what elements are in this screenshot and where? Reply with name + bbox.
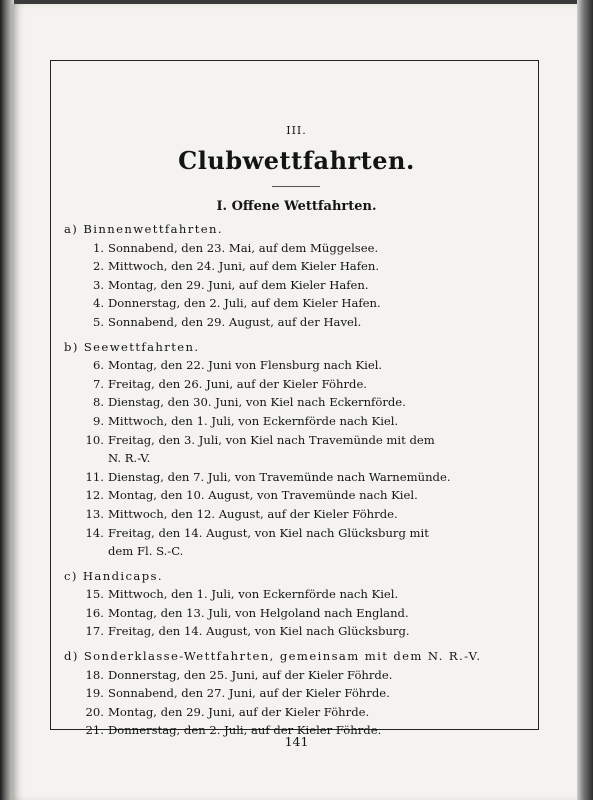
race-description: Montag, den 13. Juli, von Helgoland nach England. — [108, 605, 409, 620]
race-description: Freitag, den 14. August, von Kiel nach Glücksburg mit — [108, 525, 429, 540]
race-entry — [64, 431, 484, 450]
race-entry — [64, 375, 484, 394]
section-subtitle: I. Offene Wettfahrten. — [216, 199, 377, 214]
race-description: Donnerstag, den 2. Juli, auf dem Kieler Hafen. — [108, 296, 381, 311]
race-entry — [64, 585, 484, 604]
race-entry — [64, 393, 484, 412]
race-entry — [64, 505, 484, 524]
race-number: 1. — [92, 240, 104, 255]
race-description: Donnerstag, den 25. Juni, auf der Kieler Föhrde. — [108, 667, 393, 682]
race-number: 17. — [85, 624, 104, 639]
category-heading: d) Sonderklasse-Wettfahrten, gemeinsam mit dem N. R.-V. — [64, 649, 482, 664]
race-description-continuation: dem Fl. S.-C. — [108, 544, 184, 559]
title-divider — [272, 186, 320, 187]
page-title: Clubwettfahrten. — [178, 146, 415, 175]
race-entry — [64, 468, 484, 487]
race-number: 21. — [85, 723, 104, 738]
race-entry — [64, 356, 484, 375]
race-description: Dienstag, den 30. Juni, von Kiel nach Eckernförde. — [108, 395, 406, 410]
category-heading: a) Binnenwettfahrten. — [64, 222, 223, 236]
race-description: Montag, den 10. August, von Travemünde nach Kiel. — [108, 488, 418, 503]
race-number: 13. — [85, 506, 104, 521]
race-entry — [64, 622, 484, 641]
section-number: III. — [286, 124, 307, 137]
race-description: Donnerstag, den 2. Juli, auf der Kieler Föhrde. — [108, 723, 382, 738]
race-number: 14. — [85, 525, 104, 540]
race-description: Sonnabend, den 27. Juni, auf der Kieler Föhrde. — [108, 686, 390, 701]
category-heading: c) Handicaps. — [64, 568, 163, 583]
race-description: Sonnabend, den 23. Mai, auf dem Müggelsee. — [108, 240, 379, 255]
race-number: 12. — [85, 488, 104, 503]
race-entry — [64, 313, 484, 332]
race-number: 18. — [85, 667, 104, 682]
race-entry — [64, 486, 484, 505]
race-number: 4. — [92, 296, 104, 311]
race-description: Mittwoch, den 1. Juli, von Eckernförde nach Kiel. — [108, 587, 399, 602]
page-number: 141 — [284, 734, 309, 749]
race-number: 16. — [85, 605, 104, 620]
race-number: 15. — [85, 587, 104, 602]
race-description: Freitag, den 26. Juni, auf der Kieler Föhrde. — [108, 376, 367, 391]
race-description: Montag, den 29. Juni, auf dem Kieler Hafen. — [108, 277, 369, 292]
race-entry — [64, 294, 484, 313]
book-spine-edge — [577, 0, 593, 800]
race-list — [64, 220, 484, 740]
race-description: Mittwoch, den 24. Juni, auf dem Kieler Hafen. — [108, 259, 380, 274]
race-number: 6. — [92, 358, 104, 373]
race-entry — [64, 412, 484, 431]
race-entry — [64, 604, 484, 623]
race-entry — [64, 239, 484, 258]
race-entry — [64, 276, 484, 295]
race-number: 19. — [85, 686, 104, 701]
race-number: 7. — [92, 376, 104, 391]
race-entry — [64, 666, 484, 685]
race-description: Freitag, den 14. August, von Kiel nach Glücksburg. — [108, 624, 410, 639]
race-description: Freitag, den 3. Juli, von Kiel nach Travemünde mit dem — [108, 432, 435, 447]
race-description: Montag, den 22. Juni von Flensburg nach Kiel. — [108, 358, 383, 373]
race-description: Dienstag, den 7. Juli, von Travemünde nach Warnemünde. — [108, 469, 451, 484]
race-number: 9. — [92, 413, 104, 428]
race-number: 8. — [92, 395, 104, 410]
race-entry — [64, 524, 484, 543]
race-number: 11. — [85, 469, 104, 484]
race-number: 2. — [92, 259, 104, 274]
race-description-continuation: N. R.-V. — [108, 451, 151, 466]
race-number: 10. — [85, 432, 104, 447]
race-number: 5. — [92, 314, 104, 329]
race-number: 3. — [92, 277, 104, 292]
race-description: Montag, den 29. Juni, auf der Kieler Föhrde. — [108, 704, 370, 719]
race-number: 20. — [85, 704, 104, 719]
race-description: Sonnabend, den 29. August, auf der Havel. — [108, 314, 362, 329]
race-entry — [64, 684, 484, 703]
race-entry — [64, 257, 484, 276]
race-description: Mittwoch, den 12. August, auf der Kieler Föhrde. — [108, 506, 398, 521]
category-heading: b) Seewettfahrten. — [64, 339, 200, 354]
race-entry — [64, 703, 484, 722]
race-description: Mittwoch, den 1. Juli, von Eckernförde nach Kiel. — [108, 413, 399, 428]
